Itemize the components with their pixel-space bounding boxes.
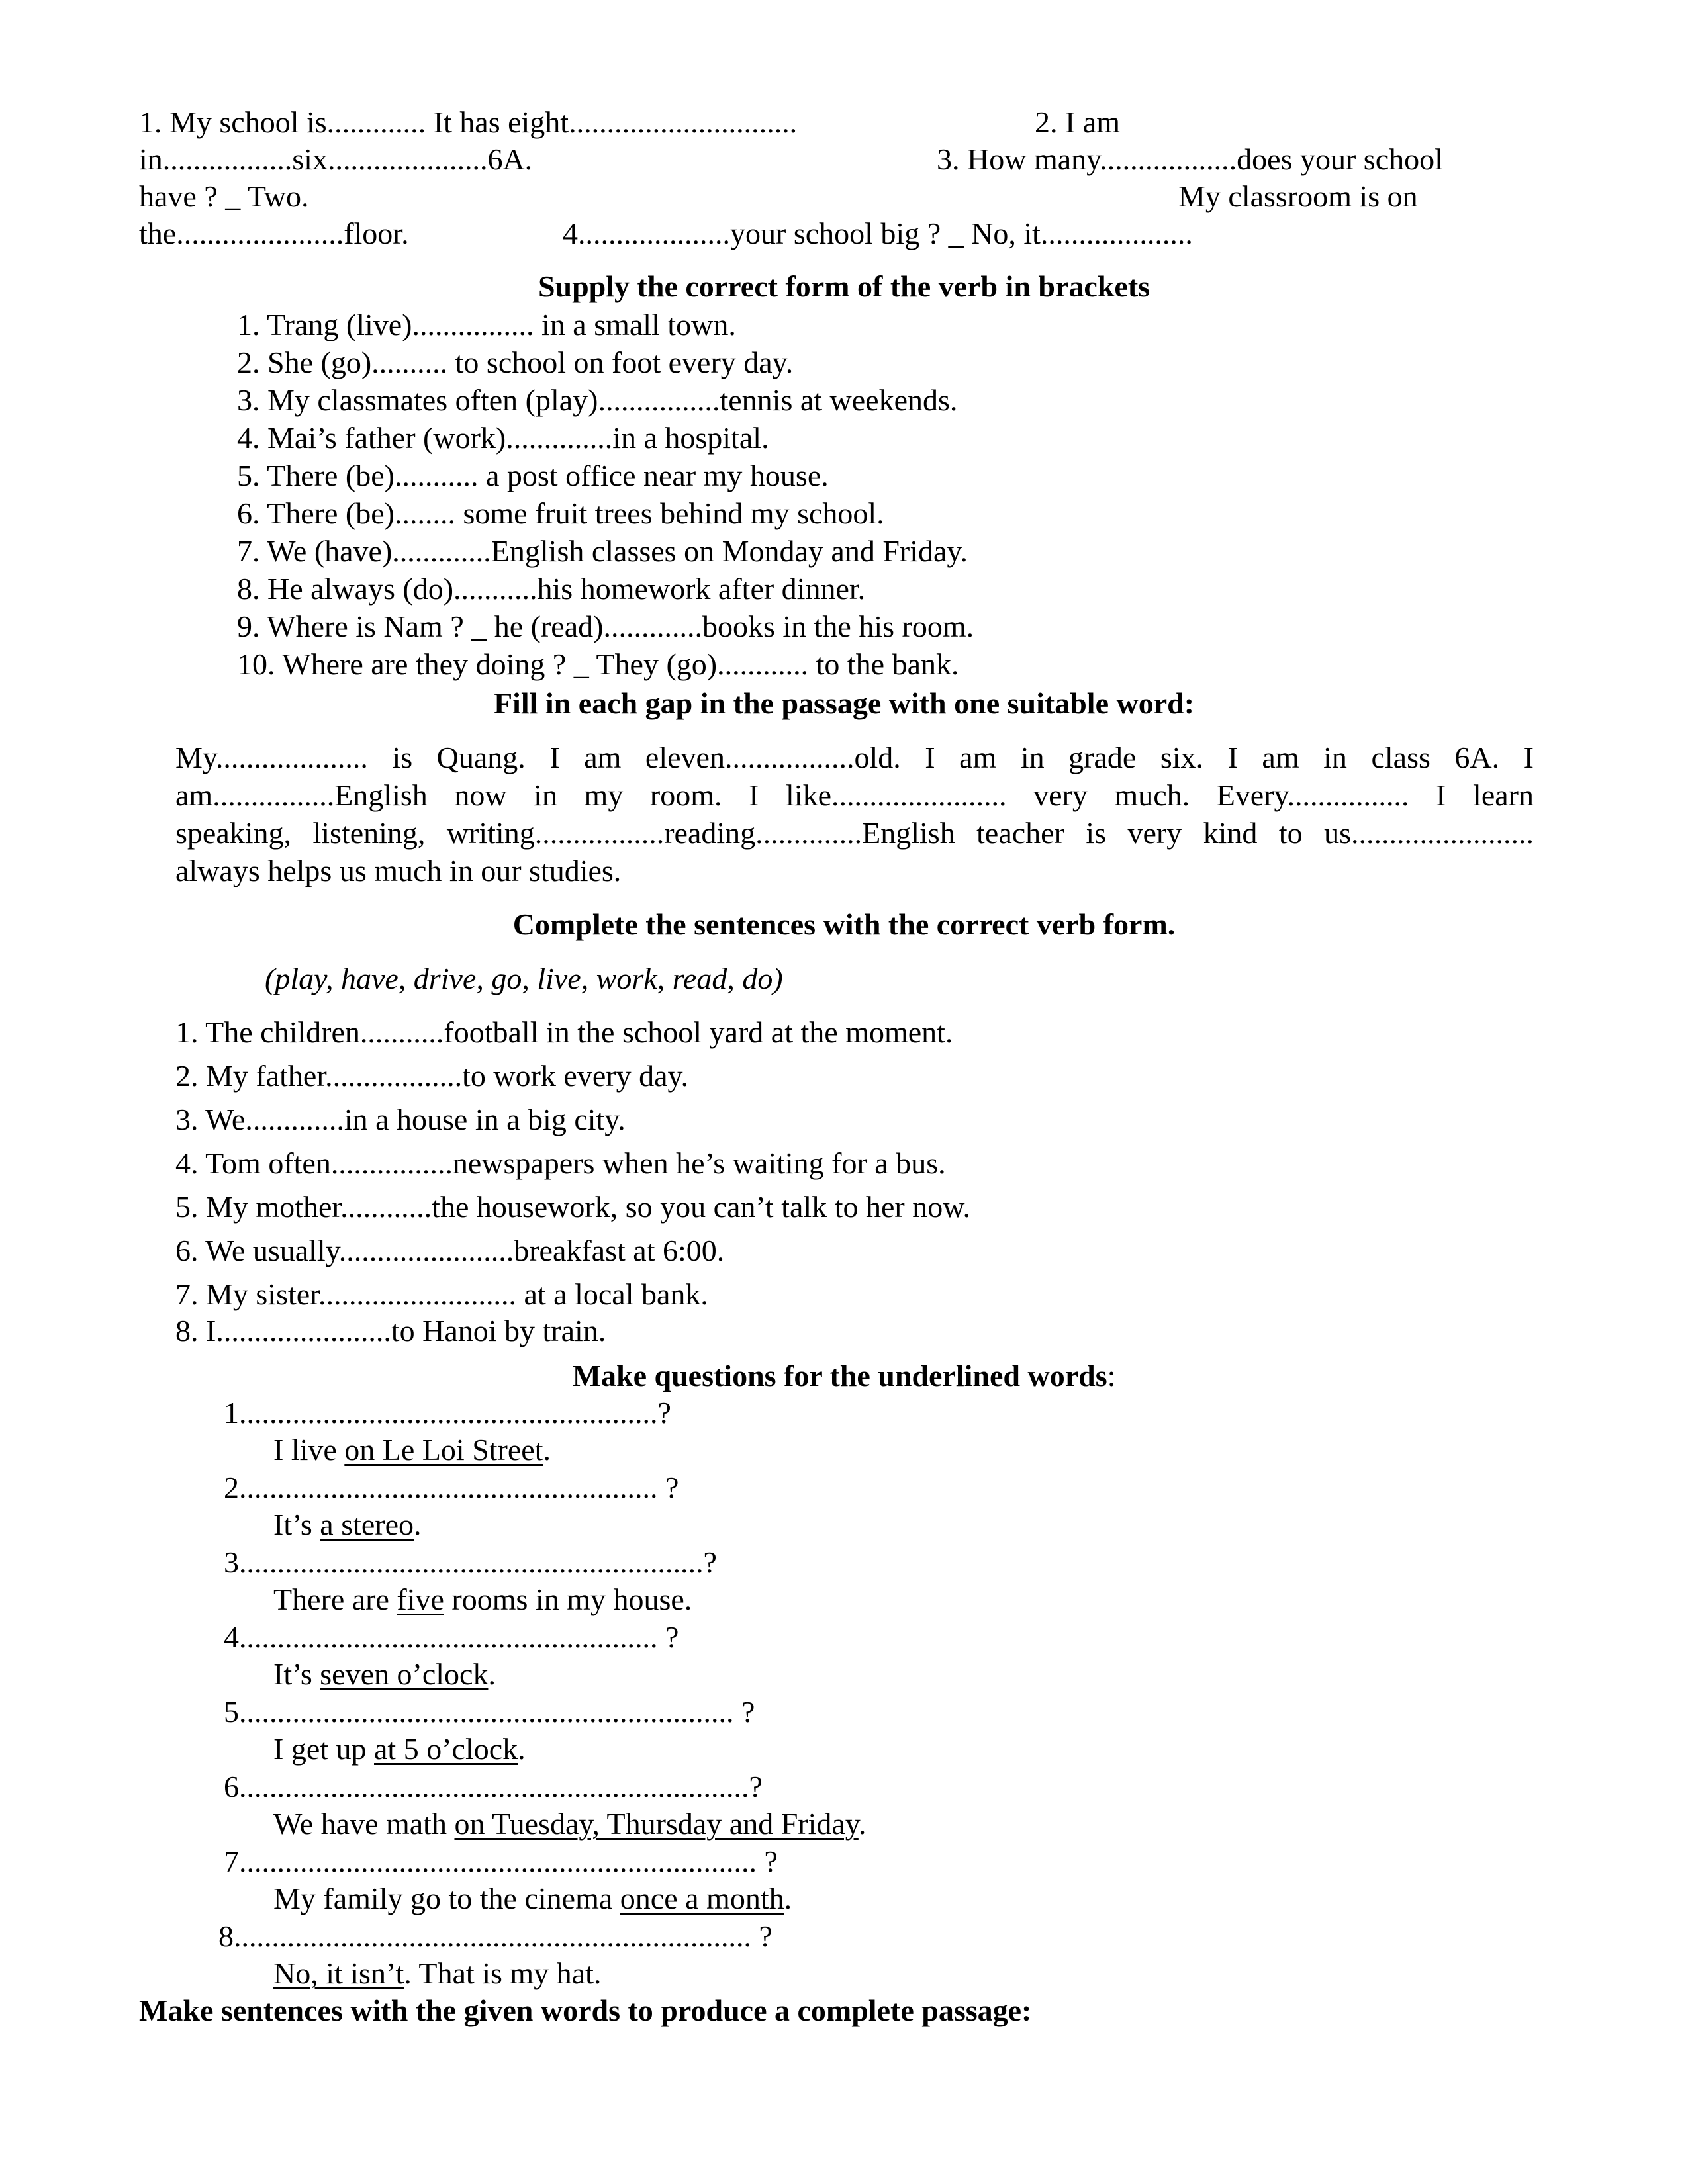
underlined-words: on Tuesday, Thursday and Friday [454, 1807, 859, 1841]
list-item: 8. He always (do)...........his homework after dinner. [237, 572, 866, 606]
passage-line: always helps us much in our studies. [175, 854, 622, 887]
top-line-1a: 1. My school is............. It has eight.............................. [139, 105, 798, 139]
word-hint: (play, have, drive, go, live, work, read, do) [265, 962, 783, 995]
section-title-verb-forms: Supply the correct form of the verb in brackets [538, 269, 1150, 303]
list-item: 3. We.............in a house in a big city. [175, 1103, 626, 1136]
passage-line: My.................... is Quang. I am eleven.................old. I am in grade six. I am in class 6A. I [175, 741, 1534, 774]
answer-text: . [858, 1807, 867, 1841]
title-colon: : [1107, 1359, 1116, 1392]
list-item: 6. There (be)........ some fruit trees behind my school. [237, 496, 884, 530]
underlined-words: seven o’clock [320, 1657, 489, 1691]
list-item: 5. There (be)........... a post office near my house. [237, 459, 829, 492]
question-line: 8.................................................................... ? [218, 1919, 773, 1953]
underlined-words: once a month [620, 1882, 784, 1915]
answer-text: There are [273, 1582, 397, 1616]
answer-line [273, 1809, 866, 1839]
top-line-3b: My classroom is on [1178, 179, 1418, 213]
answer-line [273, 1584, 692, 1615]
underlined-words: on Le Loi Street [344, 1433, 543, 1467]
section-title-fill-gaps: Fill in each gap in the passage with one suitable word: [493, 686, 1195, 720]
passage-line: am................English now in my room. I like....................... very much. Every................ I learn [175, 778, 1534, 812]
answer-text: It’s [273, 1657, 320, 1691]
list-item: 1. The children...........football in the school yard at the moment. [175, 1015, 953, 1049]
list-item: 2. My father..................to work every day. [175, 1059, 689, 1093]
underlined-words: a stereo [320, 1508, 414, 1541]
section-title-make-sentences: Make sentences with the given words to produce a complete passage: [139, 1993, 1032, 2027]
top-line-1b: 2. I am [1035, 105, 1121, 139]
answer-text: My family go to the cinema [273, 1882, 620, 1915]
question-line: 2....................................................... ? [224, 1471, 679, 1504]
passage-line: speaking, listening, writing.................reading..............English teacher is very kind to us........................ [175, 816, 1534, 850]
list-item: 9. Where is Nam ? _ he (read).............books in the his room. [237, 610, 974, 643]
answer-text: . [488, 1657, 496, 1691]
top-line-4b: 4....................your school big ? _ No, it.................... [563, 216, 1193, 250]
question-line: 7.................................................................... ? [224, 1844, 778, 1878]
section-title-make-questions-wrap [0, 1361, 1688, 1391]
list-item: 4. Mai’s father (work)..............in a hospital. [237, 421, 769, 455]
answer-text: We have math [273, 1807, 455, 1841]
answer-text: I live [273, 1433, 345, 1467]
underlined-words: five [397, 1582, 444, 1616]
question-line: 3.............................................................? [224, 1545, 717, 1579]
answer-text: . [414, 1508, 422, 1541]
list-item: 7. My sister.......................... at a local bank. [175, 1277, 708, 1311]
list-item: 1. Trang (live)................ in a small town. [237, 308, 736, 341]
answer-text: It’s [273, 1508, 320, 1541]
underlined-words: No, it isn’t [273, 1956, 404, 1990]
list-item: 5. My mother............the housework, so you can’t talk to her now. [175, 1190, 970, 1224]
answer-text: . [543, 1433, 551, 1467]
underlined-words: at 5 o’clock [374, 1732, 518, 1766]
answer-text: . [518, 1732, 526, 1766]
list-item: 6. We usually.......................breakfast at 6:00. [175, 1234, 725, 1267]
list-item: 3. My classmates often (play)................tennis at weekends. [237, 383, 958, 417]
answer-line [273, 1884, 792, 1914]
top-line-4a: the......................floor. [139, 216, 409, 250]
top-line-2b: 3. How many..................does your school [937, 142, 1443, 176]
question-line: 1.......................................................? [224, 1396, 671, 1430]
answer-line [273, 1734, 526, 1764]
answer-text: I get up [273, 1732, 375, 1766]
question-line: 5................................................................. ? [224, 1695, 755, 1729]
list-item: 4. Tom often................newspapers when he’s waiting for a bus. [175, 1146, 946, 1180]
question-line: 4....................................................... ? [224, 1620, 679, 1654]
answer-line [273, 1435, 551, 1465]
answer-text: . That is my hat. [404, 1956, 602, 1990]
top-line-2a: in.................six.....................6A. [139, 142, 533, 176]
section-title-make-questions: Make questions for the underlined words [572, 1359, 1107, 1392]
top-line-3a: have ? _ Two. [139, 179, 309, 213]
list-item: 2. She (go).......... to school on foot every day. [237, 345, 794, 379]
answer-text: . [784, 1882, 792, 1915]
answer-text: rooms in my house. [444, 1582, 692, 1616]
list-item: 10. Where are they doing ? _ They (go)............ to the bank. [237, 647, 959, 681]
section-title-complete-sentences: Complete the sentences with the correct verb form. [512, 907, 1176, 941]
list-item: 7. We (have).............English classes on Monday and Friday. [237, 534, 968, 568]
answer-line [273, 1958, 601, 1989]
question-line: 6...................................................................? [224, 1770, 763, 1803]
answer-line [273, 1510, 422, 1540]
list-item: 8. I.......................to Hanoi by train. [175, 1314, 606, 1347]
answer-line [273, 1659, 496, 1690]
